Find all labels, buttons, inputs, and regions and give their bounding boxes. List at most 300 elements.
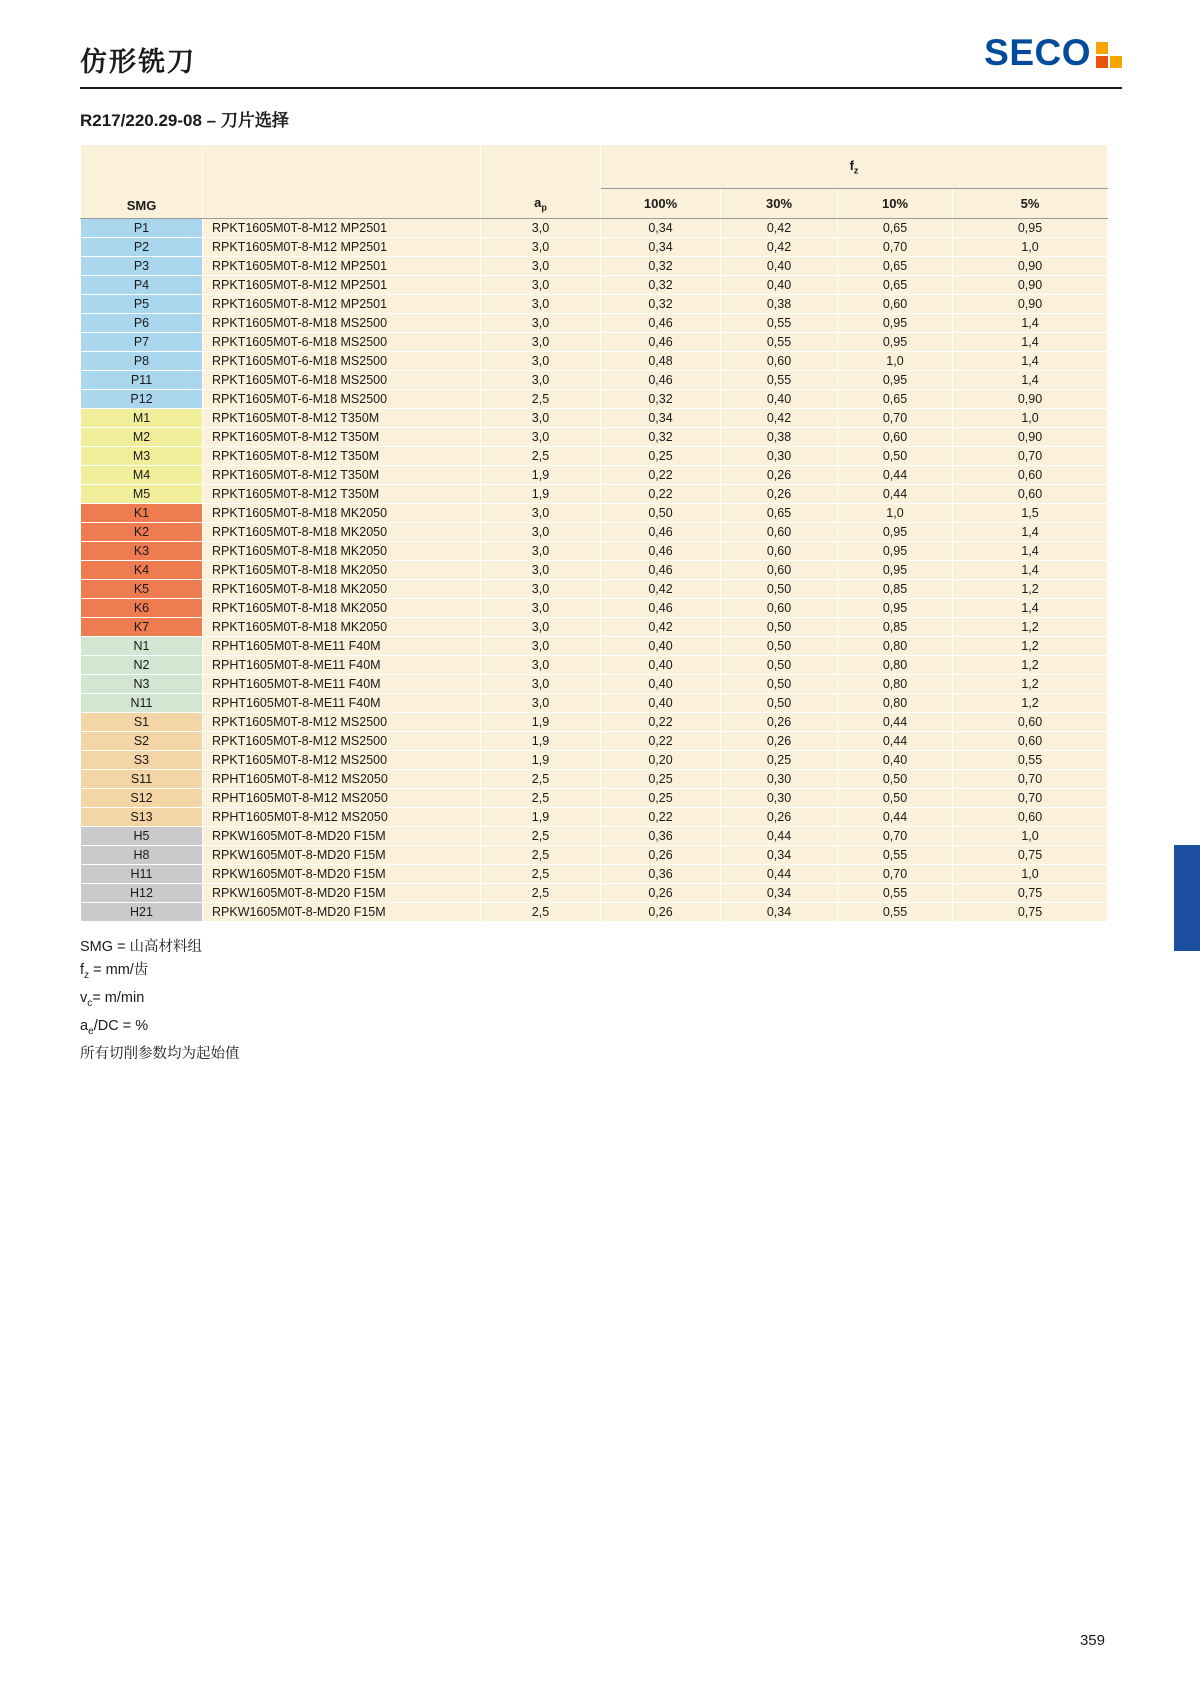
fz-30-cell: 0,30 [721, 789, 838, 808]
smg-cell: H12 [81, 884, 203, 903]
fz-5-cell: 1,4 [953, 599, 1108, 618]
insert-designation-cell: RPKT1605M0T-6-M18 MS2500 [203, 352, 481, 371]
fz-100-cell: 0,40 [601, 694, 721, 713]
insert-designation-cell: RPKT1605M0T-8-M12 T350M [203, 428, 481, 447]
insert-designation-cell: RPKW1605M0T-8-MD20 F15M [203, 827, 481, 846]
fz-10-cell: 0,40 [838, 751, 953, 770]
table-row [81, 827, 1108, 846]
fz-5-cell: 1,4 [953, 371, 1108, 390]
fz-5-cell: 0,75 [953, 884, 1108, 903]
ap-value-cell: 3,0 [481, 219, 601, 238]
smg-cell: S3 [81, 751, 203, 770]
insert-designation-cell: RPKT1605M0T-8-M12 MP2501 [203, 238, 481, 257]
table-row [81, 694, 1108, 713]
fz-30-cell: 0,42 [721, 409, 838, 428]
fz-10-cell: 0,44 [838, 485, 953, 504]
insert-designation-cell: RPKT1605M0T-8-M12 T350M [203, 485, 481, 504]
fz-30-cell: 0,55 [721, 333, 838, 352]
ap-value-cell: 3,0 [481, 656, 601, 675]
fz-100-cell: 0,40 [601, 637, 721, 656]
fz-30-cell: 0,40 [721, 390, 838, 409]
fz-10-cell: 0,50 [838, 789, 953, 808]
fz-10-cell: 0,80 [838, 656, 953, 675]
table-row [81, 675, 1108, 694]
fz-100-cell: 0,46 [601, 314, 721, 333]
fz-10-cell: 0,44 [838, 713, 953, 732]
smg-cell: M3 [81, 447, 203, 466]
fz-30-cell: 0,26 [721, 808, 838, 827]
ap-value-cell: 3,0 [481, 618, 601, 637]
fz-5-cell: 0,70 [953, 447, 1108, 466]
table-row [81, 732, 1108, 751]
smg-cell: H21 [81, 903, 203, 922]
ap-value-cell: 3,0 [481, 599, 601, 618]
fz-5-cell: 1,0 [953, 827, 1108, 846]
table-row [81, 599, 1108, 618]
table-row [81, 770, 1108, 789]
fz-100-cell: 0,48 [601, 352, 721, 371]
fz-5-cell: 1,0 [953, 865, 1108, 884]
ap-value-cell: 1,9 [481, 751, 601, 770]
fz-100-cell: 0,40 [601, 675, 721, 694]
fz-5-cell: 1,0 [953, 409, 1108, 428]
smg-cell: P1 [81, 219, 203, 238]
fz-10-cell: 0,65 [838, 219, 953, 238]
fz-100-cell: 0,22 [601, 732, 721, 751]
ap-value-cell: 1,9 [481, 732, 601, 751]
fz-10-cell: 0,55 [838, 884, 953, 903]
table-row [81, 371, 1108, 390]
smg-cell: K1 [81, 504, 203, 523]
fz-10-cell: 0,65 [838, 257, 953, 276]
fz-10-cell: 1,0 [838, 352, 953, 371]
footnote-line: $a_e/DC$ = % [80, 1017, 149, 1037]
smg-cell: P5 [81, 295, 203, 314]
smg-cell: M5 [81, 485, 203, 504]
insert-designation-cell: RPKT1605M0T-8-M18 MK2050 [203, 599, 481, 618]
insert-designation-cell: RPKT1605M0T-8-M12 MS2500 [203, 751, 481, 770]
fz-5-cell: 1,4 [953, 523, 1108, 542]
smg-cell: H5 [81, 827, 203, 846]
smg-cell: P4 [81, 276, 203, 295]
footnote-line: SMG = 山高材料组 [80, 939, 203, 955]
fz-10-cell: 0,80 [838, 637, 953, 656]
insert-designation-cell: RPHT1605M0T-8-ME11 F40M [203, 656, 481, 675]
smg-cell: K4 [81, 561, 203, 580]
fz-10-cell: 0,80 [838, 694, 953, 713]
fz-5-cell: 0,60 [953, 808, 1108, 827]
table-row [81, 504, 1108, 523]
col-header-5pct: 5% [953, 189, 1108, 219]
smg-cell: K5 [81, 580, 203, 599]
smg-cell: S11 [81, 770, 203, 789]
table-row [81, 808, 1108, 827]
fz-10-cell: 0,60 [838, 428, 953, 447]
ap-value-cell: 3,0 [481, 238, 601, 257]
fz-5-cell: 1,4 [953, 561, 1108, 580]
smg-cell: H11 [81, 865, 203, 884]
footnotes [80, 936, 1122, 1066]
fz-10-cell: 0,60 [838, 295, 953, 314]
fz-10-cell: 0,70 [838, 238, 953, 257]
fz-5-cell: 1,2 [953, 618, 1108, 637]
table-row [81, 352, 1108, 371]
fz-10-cell: 0,95 [838, 523, 953, 542]
fz-100-cell: 0,26 [601, 903, 721, 922]
insert-designation-cell: RPHT1605M0T-8-M12 MS2050 [203, 808, 481, 827]
insert-designation-cell: RPKT1605M0T-8-M12 T350M [203, 409, 481, 428]
section-title: R217/220.29-08 – 刀片选择 [80, 111, 289, 130]
ap-value-cell: 3,0 [481, 314, 601, 333]
fz-100-cell: 0,32 [601, 428, 721, 447]
table-row [81, 542, 1108, 561]
smg-cell: P8 [81, 352, 203, 371]
fz-100-cell: 0,20 [601, 751, 721, 770]
insert-designation-cell: RPKW1605M0T-8-MD20 F15M [203, 865, 481, 884]
fz-30-cell: 0,34 [721, 884, 838, 903]
fz-5-cell: 1,2 [953, 580, 1108, 599]
footnote-line: $f_z = mm/$齿 [80, 962, 149, 981]
insert-designation-cell: RPKT1605M0T-8-M12 MS2500 [203, 732, 481, 751]
fz-10-cell: 0,85 [838, 580, 953, 599]
fz-30-cell: 0,50 [721, 656, 838, 675]
fz-30-cell: 0,60 [721, 542, 838, 561]
ap-value-cell: 3,0 [481, 637, 601, 656]
fz-100-cell: 0,26 [601, 846, 721, 865]
fz-30-cell: 0,50 [721, 694, 838, 713]
fz-30-cell: 0,30 [721, 447, 838, 466]
smg-cell: P6 [81, 314, 203, 333]
ap-value-cell: 3,0 [481, 352, 601, 371]
fz-100-cell: 0,50 [601, 504, 721, 523]
smg-cell: K3 [81, 542, 203, 561]
fz-5-cell: 0,90 [953, 276, 1108, 295]
ap-value-cell: 2,5 [481, 447, 601, 466]
insert-designation-cell: RPKT1605M0T-6-M18 MS2500 [203, 333, 481, 352]
insert-designation-cell: RPKT1605M0T-6-M18 MS2500 [203, 371, 481, 390]
insert-designation-cell: RPKT1605M0T-8-M18 MK2050 [203, 580, 481, 599]
smg-cell: N11 [81, 694, 203, 713]
fz-30-cell: 0,50 [721, 637, 838, 656]
fz-100-cell: 0,46 [601, 561, 721, 580]
fz-30-cell: 0,60 [721, 599, 838, 618]
fz-100-cell: 0,34 [601, 219, 721, 238]
fz-30-cell: 0,60 [721, 352, 838, 371]
fz-5-cell: 1,4 [953, 352, 1108, 371]
table-row [81, 295, 1108, 314]
fz-30-cell: 0,60 [721, 523, 838, 542]
fz-5-cell: 1,2 [953, 675, 1108, 694]
fz-10-cell: 0,95 [838, 542, 953, 561]
fz-5-cell: 0,60 [953, 732, 1108, 751]
ap-value-cell: 3,0 [481, 561, 601, 580]
table-row [81, 884, 1108, 903]
fz-10-cell: 0,70 [838, 827, 953, 846]
insert-designation-cell: RPKT1605M0T-6-M18 MS2500 [203, 390, 481, 409]
ap-value-cell: 3,0 [481, 523, 601, 542]
ap-value-cell: 3,0 [481, 504, 601, 523]
fz-100-cell: 0,46 [601, 542, 721, 561]
table-row [81, 789, 1108, 808]
smg-cell: P2 [81, 238, 203, 257]
fz-30-cell: 0,50 [721, 580, 838, 599]
fz-100-cell: 0,46 [601, 371, 721, 390]
fz-30-cell: 0,55 [721, 371, 838, 390]
table-row [81, 314, 1108, 333]
smg-cell: P12 [81, 390, 203, 409]
table-row [81, 219, 1108, 238]
fz-30-cell: 0,30 [721, 770, 838, 789]
fz-100-cell: 0,22 [601, 808, 721, 827]
fz-5-cell: 1,4 [953, 542, 1108, 561]
insert-designation-cell: RPKT1605M0T-8-M18 MK2050 [203, 542, 481, 561]
fz-10-cell: 0,55 [838, 903, 953, 922]
page-number: 359 [1079, 1632, 1105, 1649]
insert-designation-cell: RPKT1605M0T-8-M12 MP2501 [203, 295, 481, 314]
ap-value-cell: 1,9 [481, 485, 601, 504]
table-row [81, 561, 1108, 580]
insert-designation-cell: RPKT1605M0T-8-M12 T350M [203, 466, 481, 485]
fz-10-cell: 0,85 [838, 618, 953, 637]
smg-cell: S12 [81, 789, 203, 808]
fz-30-cell: 0,40 [721, 257, 838, 276]
seco-logo [984, 34, 1122, 71]
fz-100-cell: 0,32 [601, 390, 721, 409]
fz-30-cell: 0,65 [721, 504, 838, 523]
table-row [81, 276, 1108, 295]
insert-selection-table [80, 144, 1108, 922]
table-row [81, 865, 1108, 884]
fz-100-cell: 0,22 [601, 713, 721, 732]
smg-cell: M2 [81, 428, 203, 447]
insert-designation-cell: RPKW1605M0T-8-MD20 F15M [203, 846, 481, 865]
fz-100-cell: 0,42 [601, 618, 721, 637]
fz-30-cell: 0,44 [721, 827, 838, 846]
col-header-100pct: 100% [601, 189, 721, 219]
table-row [81, 390, 1108, 409]
table-row [81, 713, 1108, 732]
fz-100-cell: 0,36 [601, 827, 721, 846]
fz-100-cell: 0,46 [601, 523, 721, 542]
fz-5-cell: 0,90 [953, 390, 1108, 409]
fz-5-cell: 0,75 [953, 903, 1108, 922]
fz-5-cell: 0,90 [953, 428, 1108, 447]
fz-10-cell: 1,0 [838, 504, 953, 523]
table-row [81, 751, 1108, 770]
fz-5-cell: 1,4 [953, 333, 1108, 352]
fz-10-cell: 0,95 [838, 314, 953, 333]
seco-logo-mark-icon [1096, 42, 1122, 68]
smg-cell: S1 [81, 713, 203, 732]
table-row [81, 428, 1108, 447]
fz-100-cell: 0,26 [601, 884, 721, 903]
col-header-10pct: 10% [838, 189, 953, 219]
fz-100-cell: 0,25 [601, 789, 721, 808]
fz-30-cell: 0,55 [721, 314, 838, 333]
ap-value-cell: 2,5 [481, 390, 601, 409]
insert-designation-cell: RPKW1605M0T-8-MD20 F15M [203, 903, 481, 922]
insert-designation-cell: RPKT1605M0T-8-M18 MK2050 [203, 561, 481, 580]
insert-designation-cell: RPKT1605M0T-8-M12 MS2500 [203, 713, 481, 732]
fz-100-cell: 0,32 [601, 257, 721, 276]
smg-cell: K7 [81, 618, 203, 637]
insert-designation-cell: RPHT1605M0T-8-ME11 F40M [203, 675, 481, 694]
ap-value-cell: 3,0 [481, 542, 601, 561]
ap-value-cell: 3,0 [481, 428, 601, 447]
smg-cell: M4 [81, 466, 203, 485]
table-row [81, 466, 1108, 485]
table-row [81, 485, 1108, 504]
smg-cell: H8 [81, 846, 203, 865]
ap-value-cell: 3,0 [481, 333, 601, 352]
seco-logo-text: SECO [984, 32, 1091, 73]
table-row [81, 637, 1108, 656]
fz-30-cell: 0,38 [721, 428, 838, 447]
fz-30-cell: 0,26 [721, 732, 838, 751]
fz-5-cell: 0,60 [953, 713, 1108, 732]
section-index-tab [1174, 845, 1200, 951]
insert-designation-cell: RPKT1605M0T-8-M12 MP2501 [203, 257, 481, 276]
insert-designation-cell: RPKT1605M0T-8-M18 MK2050 [203, 504, 481, 523]
fz-30-cell: 0,44 [721, 865, 838, 884]
ap-value-cell: 3,0 [481, 257, 601, 276]
fz-30-cell: 0,40 [721, 276, 838, 295]
fz-30-cell: 0,38 [721, 295, 838, 314]
smg-cell: N1 [81, 637, 203, 656]
ap-value-cell: 2,5 [481, 865, 601, 884]
ap-value-cell: 2,5 [481, 884, 601, 903]
fz-5-cell: 0,60 [953, 466, 1108, 485]
insert-designation-cell: RPKW1605M0T-8-MD20 F15M [203, 884, 481, 903]
insert-designation-cell: RPKT1605M0T-8-M12 T350M [203, 447, 481, 466]
ap-value-cell: 3,0 [481, 409, 601, 428]
fz-100-cell: 0,40 [601, 656, 721, 675]
table-row [81, 333, 1108, 352]
page-header [80, 34, 1122, 79]
footnote-line: 所有切削参数均为起始值 [80, 1045, 240, 1062]
smg-cell: K2 [81, 523, 203, 542]
fz-10-cell: 0,95 [838, 333, 953, 352]
insert-designation-cell: RPKT1605M0T-8-M18 MK2050 [203, 523, 481, 542]
table-row [81, 257, 1108, 276]
fz-10-cell: 0,44 [838, 732, 953, 751]
smg-cell: S2 [81, 732, 203, 751]
smg-column-header: SMG [81, 145, 203, 219]
table-row [81, 846, 1108, 865]
insert-designation-cell: RPKT1605M0T-8-M18 MS2500 [203, 314, 481, 333]
fz-column-group-header: $f_z$ [601, 145, 1108, 189]
fz-100-cell: 0,42 [601, 580, 721, 599]
ap-value-cell: 2,5 [481, 770, 601, 789]
header-row-top [81, 145, 1108, 189]
table-row [81, 580, 1108, 599]
fz-30-cell: 0,25 [721, 751, 838, 770]
fz-10-cell: 0,95 [838, 371, 953, 390]
fz-5-cell: 1,4 [953, 314, 1108, 333]
fz-10-cell: 0,55 [838, 846, 953, 865]
ap-column-header: $a_p$ [481, 145, 601, 219]
fz-10-cell: 0,70 [838, 865, 953, 884]
fz-100-cell: 0,34 [601, 409, 721, 428]
fz-5-cell: 0,90 [953, 295, 1108, 314]
table-row [81, 447, 1108, 466]
ap-value-cell: 1,9 [481, 713, 601, 732]
ap-value-cell: 3,0 [481, 675, 601, 694]
insert-designation-cell: RPHT1605M0T-8-ME11 F40M [203, 637, 481, 656]
insert-designation-cell: RPKT1605M0T-8-M18 MK2050 [203, 618, 481, 637]
smg-cell: P7 [81, 333, 203, 352]
fz-100-cell: 0,25 [601, 447, 721, 466]
ap-value-cell: 3,0 [481, 276, 601, 295]
page-title: 仿形铣刀 [80, 47, 196, 77]
table-row [81, 618, 1108, 637]
fz-30-cell: 0,60 [721, 561, 838, 580]
ap-value-cell: 1,9 [481, 466, 601, 485]
fz-30-cell: 0,34 [721, 846, 838, 865]
fz-10-cell: 0,80 [838, 675, 953, 694]
fz-5-cell: 0,90 [953, 257, 1108, 276]
ap-value-cell: 1,9 [481, 808, 601, 827]
ap-value-cell: 2,5 [481, 789, 601, 808]
ap-value-cell: 3,0 [481, 580, 601, 599]
fz-30-cell: 0,42 [721, 219, 838, 238]
fz-5-cell: 1,2 [953, 637, 1108, 656]
table-row [81, 238, 1108, 257]
fz-30-cell: 0,42 [721, 238, 838, 257]
fz-5-cell: 0,70 [953, 770, 1108, 789]
ap-value-cell: 2,5 [481, 846, 601, 865]
col-header-30pct: 30% [721, 189, 838, 219]
insert-designation-cell: RPHT1605M0T-8-ME11 F40M [203, 694, 481, 713]
fz-100-cell: 0,46 [601, 599, 721, 618]
fz-10-cell: 0,65 [838, 390, 953, 409]
ap-value-cell: 2,5 [481, 827, 601, 846]
smg-cell: N2 [81, 656, 203, 675]
fz-10-cell: 0,95 [838, 561, 953, 580]
fz-5-cell: 0,60 [953, 485, 1108, 504]
ap-value-cell: 2,5 [481, 903, 601, 922]
smg-cell: S13 [81, 808, 203, 827]
ap-value-cell: 3,0 [481, 295, 601, 314]
smg-cell: P11 [81, 371, 203, 390]
fz-10-cell: 0,65 [838, 276, 953, 295]
fz-30-cell: 0,26 [721, 713, 838, 732]
fz-10-cell: 0,50 [838, 447, 953, 466]
fz-100-cell: 0,22 [601, 485, 721, 504]
fz-5-cell: 0,70 [953, 789, 1108, 808]
fz-5-cell: 1,0 [953, 238, 1108, 257]
fz-5-cell: 1,2 [953, 694, 1108, 713]
fz-10-cell: 0,70 [838, 409, 953, 428]
insert-column-header [203, 145, 481, 219]
fz-30-cell: 0,34 [721, 903, 838, 922]
fz-10-cell: 0,50 [838, 770, 953, 789]
fz-100-cell: 0,32 [601, 276, 721, 295]
fz-10-cell: 0,95 [838, 599, 953, 618]
fz-100-cell: 0,22 [601, 466, 721, 485]
fz-30-cell: 0,50 [721, 618, 838, 637]
fz-10-cell: 0,44 [838, 466, 953, 485]
footnote-line: $v_c= m/\min$ [80, 989, 145, 1009]
fz-5-cell: 0,75 [953, 846, 1108, 865]
fz-30-cell: 0,50 [721, 675, 838, 694]
table-row [81, 903, 1108, 922]
fz-100-cell: 0,46 [601, 333, 721, 352]
ap-value-cell: 3,0 [481, 694, 601, 713]
fz-5-cell: 0,95 [953, 219, 1108, 238]
smg-cell: K6 [81, 599, 203, 618]
fz-5-cell: 1,2 [953, 656, 1108, 675]
